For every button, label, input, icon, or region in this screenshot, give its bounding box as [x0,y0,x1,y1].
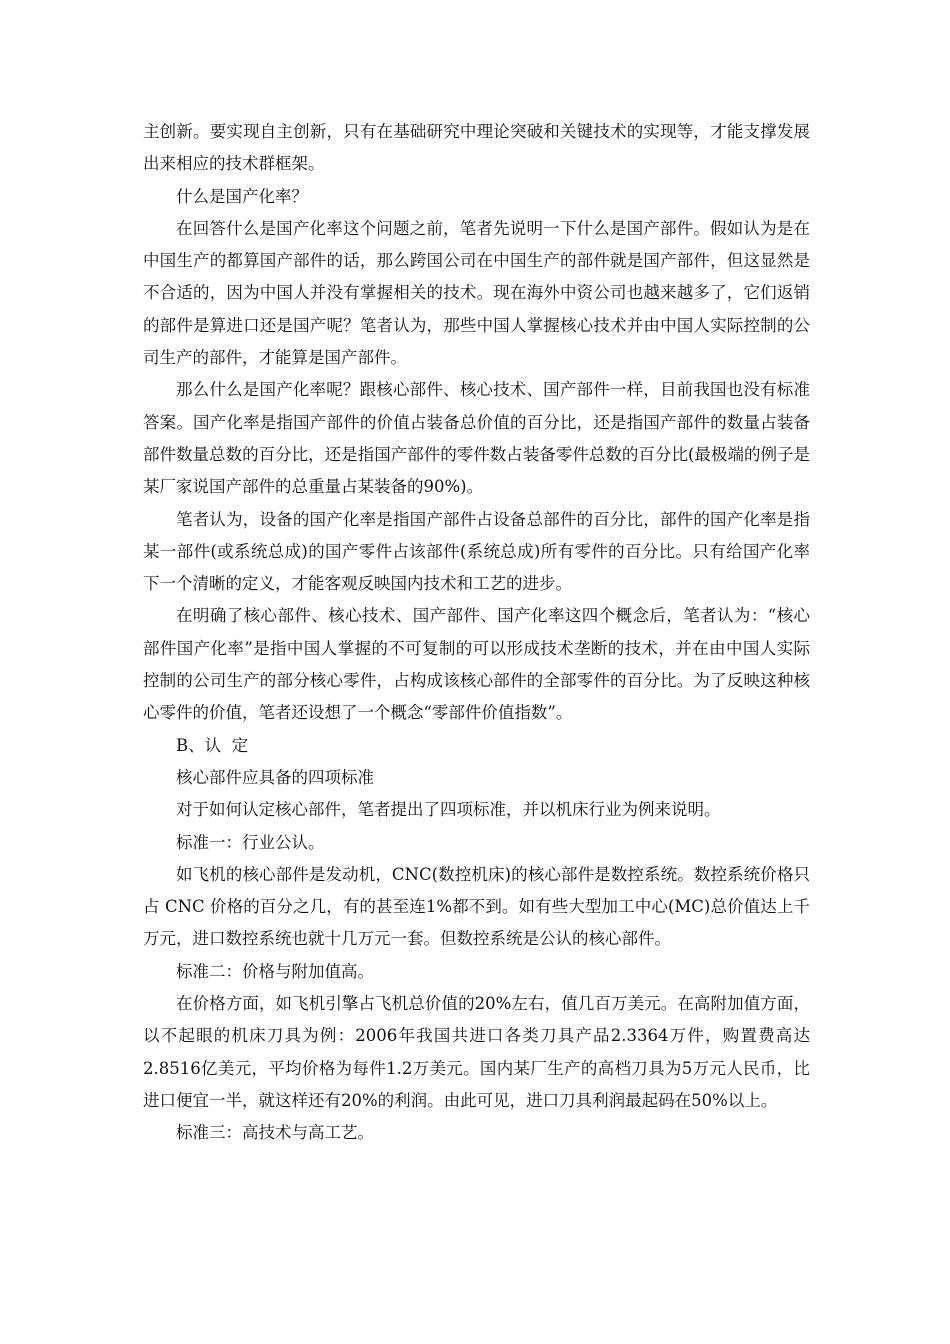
criterion-heading: 标准三：高技术与高工艺。 [176,1123,374,1143]
body-paragraph: 那么什么是国产化率呢？跟核心部件、核心技术、国产部件一样，目前我国也没有标准答案。国产化率是指国产部件的价值占装备总价值的百分比，还是指国产部件的数量占装备部件数量总数的百分比，还是指国产部件的零件数占装备零件总数的百分比(最极端的例子是某厂家说国产部件的总重量占某装备的90%)。 [143,380,810,497]
criterion-heading: 标准一：行业公认。 [176,832,325,852]
body-paragraph: 在回答什么是国产化率这个问题之前，笔者先说明一下什么是国产部件。假如认为是在中国生产的都算国产部件的话，那么跨国公司在中国生产的部件就是国产部件，但这显然是不合适的，因为中国人并没有掌握相关的技术。现在海外中资公司也越来越多了，它们返销的部件是算进口还是国产呢？笔者认为，那些中国人掌握核心技术并由中国人实际控制的公司生产的部件，才能算是国产部件。 [143,218,810,368]
section-heading: 什么是国产化率？ [176,186,308,206]
body-paragraph: 对于如何认定核心部件，笔者提出了四项标准，并以机床行业为例来说明。 [176,800,721,820]
body-paragraph: 在明确了核心部件、核心技术、国产部件、国产化率这四个概念后，笔者认为：“核心部件国产化率”是指中国人掌握的不可复制的可以形成技术垄断的技术，并在由中国人实际控制的公司生产的部分核心零件，占构成该核心部件的全部零件的百分比。为了反映这种核心零件的价值，笔者还设想了一个概念“零部件价值指数”。 [143,606,810,723]
section-heading: 核心部件应具备的四项标准 [176,767,374,787]
body-paragraph: 笔者认为，设备的国产化率是指国产部件占设备总部件的百分比，部件的国产化率是指某一部件(或系统总成)的国产零件占该部件(系统总成)所有零件的百分比。只有给国产化率下一个清晰的定义，才能客观反映国内技术和工艺的进步。 [143,509,810,594]
section-heading: B、认 定 [176,735,249,755]
body-paragraph: 在价格方面，如飞机引擎占飞机总价值的20%左右，值几百万美元。在高附加值方面，以不起眼的机床刀具为例：2006年我国共进口各类刀具产品2.3364万件，购置费高达2.8516亿美元，平均价格为每件1.2万美元。国内某厂生产的高档刀具为5万元人民币，比进口便宜一半，就这样还有20%的利润。由此可见，进口刀具利润最起码在50%以上。 [143,994,810,1110]
body-paragraph: 主创新。要实现自主创新，只有在基础研究中理论突破和关键技术的实现等，才能支撑发展出来相应的技术群框架。 [143,122,810,174]
criterion-heading: 标准二：价格与附加值高。 [176,961,374,981]
document-page [143,116,810,1150]
body-paragraph: 如飞机的核心部件是发动机，CNC(数控机床)的核心部件是数控系统。数控系统价格只占 CNC 价格的百分之几，有的甚至连1%都不到。如有些大型加工中心(MC)总价值达上千万元，进口数控系统也就十几万元一套。但数控系统是公认的核心部件。 [143,864,810,949]
